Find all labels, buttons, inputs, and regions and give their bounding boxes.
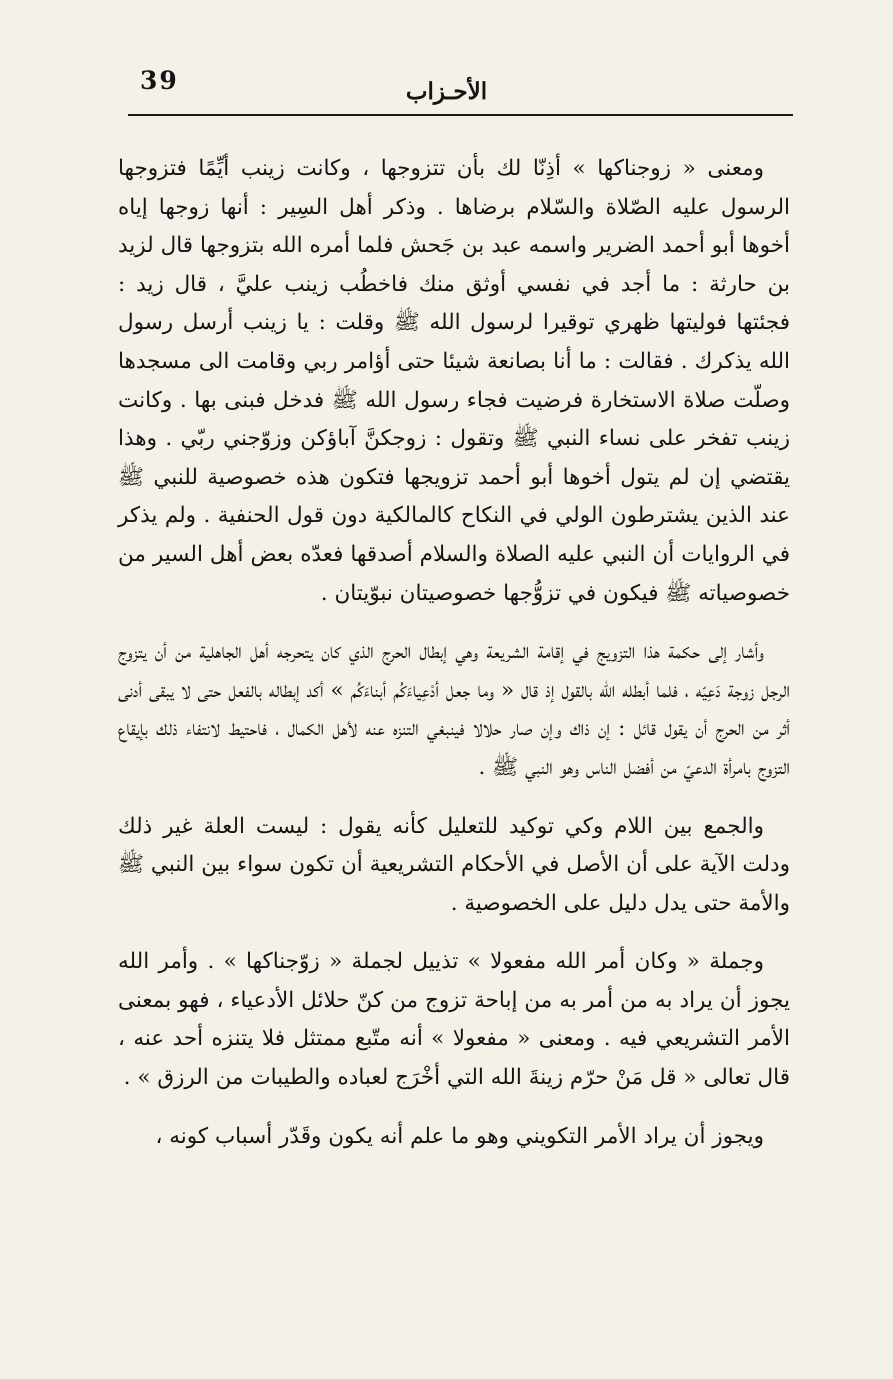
paragraph-3: والجمع بين اللام وكي توكيد للتعليل كأنه يقول : ليست العلة غير ذلك ودلت الآية على أن الأصل في الأحكام التشريعية أن تكون سواء بين النبي ﷺ والأمة حتى يدل دليل على الخصوصية . — [118, 813, 790, 916]
header-rule — [128, 114, 793, 116]
page-number: 39 — [140, 66, 179, 95]
paragraph-1: ومعنى « زوجناكها » أذِنّا لك بأن تتزوجها ، وكانت زينب أيِّمًا فتزوجها الرسول عليه الصّلاة والسّلام برضاها . وذكر أهل السِير : أنها زوجها إياه أخوها أبو أحمد الضرير واسمه عبد بن جَحش فلما أمره الله بتزوجها قال لزيد بن حارثة : ما أجد في نفسي أوثق منك فاخطُب زينب عليَّ ، قال زيد : فجئتها فوليتها ظهري توقيرا لرسول الله ﷺ وقلت : يا زينب أرسل رسول الله يذكرك . فقالت : ما أنا بصانعة شيئا حتى أؤامر ربي وقامت الى مسجدها وصلّت صلاة الاستخارة فرضيت فجاء رسول الله ﷺ فدخل فبنى بها . وكانت زينب تفخر على نساء النبي ﷺ وتقول : زوجكنَّ آباؤكن وزوّجني ربّي . وهذا يقتضي إن لم يتول أخوها أبو أحمد تزويجها فتكون هذه خصوصية للنبي ﷺ عند الذين يشترطون الولي في النكاح كالمالكية دون قول الحنفية . ولم يذكر في الروايات أن النبي عليه الصلاة والسلام أصدقها فعدّه بعض أهل السير من خصوصياته ﷺ فيكون في تزوُّجها خصوصيتان نبوّيتان . — [118, 156, 790, 606]
paragraph-2: وأشار إلى حكمة هذا التزويج في إقامة الشريعة وهي إبطال الحرج الذي كان يتحرجه أهل الجاهلية من أن يتزوج الرجل زوجة دَعِيّه ، فلما أبطله الله بالقول إذ قال « وما جعل أدْعِياءَكُم أبناءَكُم » أكد إبطاله بالفعل حتى لا يبقى أدنى أثر من الحرج أن يقول قائل : إن ذاك وإن صار حلالا فينبغي التنزه عنه لأهل الكمال ، فاحتيط لانتفاء ذلك بإيقاع التزوج بامرأة الدعيّ من أفضل الناس وهو النبي ﷺ . — [118, 639, 790, 780]
paragraph-4: وجملة « وكان أمر الله مفعولا » تذييل لجملة « زوّجناكها » . وأمر الله يجوز أن يراد به من أمر به من إباحة تزوج من كنّ حلائل الأدعياء ، فهو بمعنى الأمر التشريعي فيه . ومعنى « مفعولا » أنه متّبع ممتثل فلا يتنزه أحد عنه ، قال تعالى « قل مَنْ حرّم زينةَ الله التي أخْرَج لعباده والطيبات من الرزق » . — [118, 949, 790, 1091]
running-title: الأحـزاب — [405, 78, 488, 105]
paragraph-5: ويجوز أن يراد الأمر التكويني وهو ما علم أنه يكون وقَدّر أسباب كونه ، — [155, 1123, 764, 1149]
page-body — [118, 150, 790, 1176]
